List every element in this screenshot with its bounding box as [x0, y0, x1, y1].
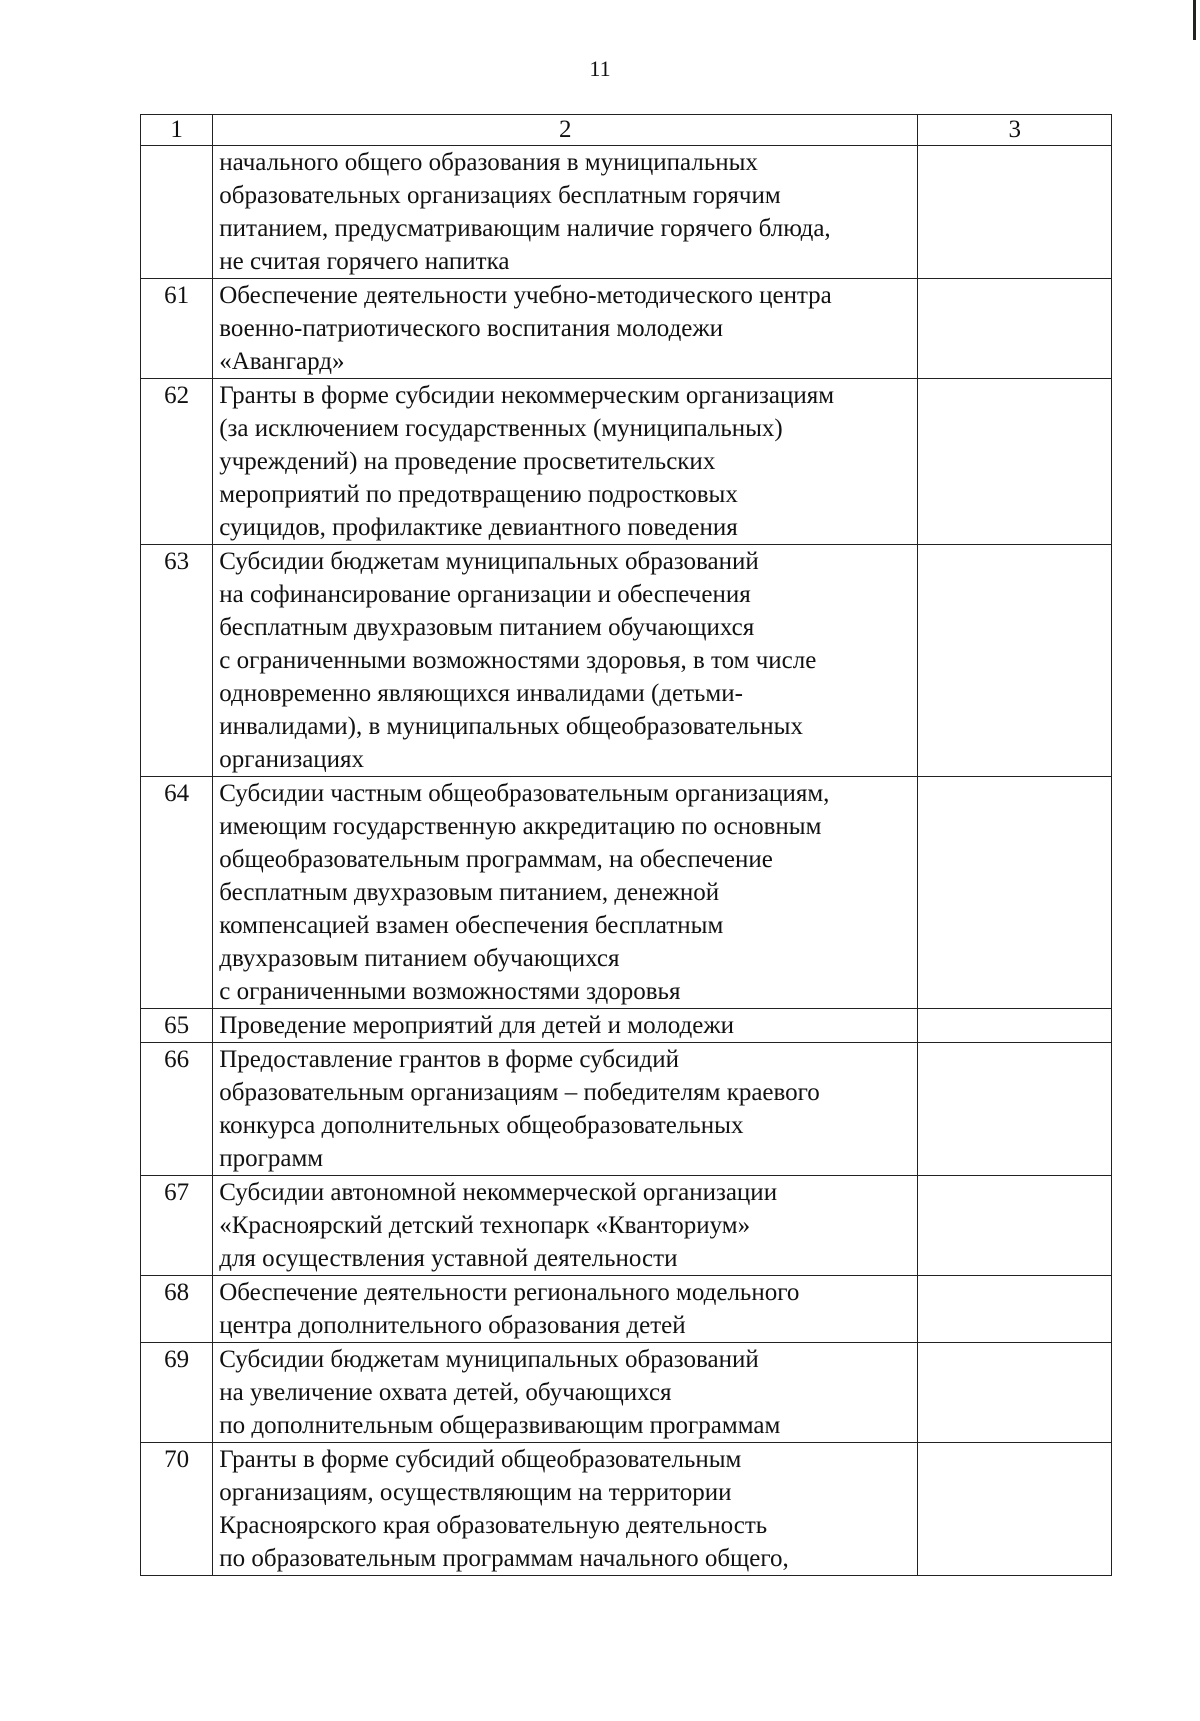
row-number: 61: [141, 279, 213, 379]
row-number: 62: [141, 379, 213, 545]
row-value: [918, 1276, 1112, 1343]
table-header-row: [141, 115, 1112, 146]
row-description: Гранты в форме субсидий общеобразовательным организациям, осуществляющим на территории Красноярского края образовательную деятельность по образовательным программам начального общего,: [213, 1443, 918, 1576]
row-value: [918, 1176, 1112, 1276]
row-value: [918, 1043, 1112, 1176]
row-value: [918, 379, 1112, 545]
row-value: [918, 279, 1112, 379]
row-description: Субсидии автономной некоммерческой организации «Красноярский детский технопарк «Кванториум» для осуществления уставной деятельности: [213, 1176, 918, 1276]
row-description: Проведение мероприятий для детей и молодежи: [213, 1009, 918, 1043]
table-row: [141, 379, 1112, 545]
row-description: Предоставление грантов в форме субсидий образовательным организациям – победителям краевого конкурса дополнительных общеобразовательных программ: [213, 1043, 918, 1176]
table-row: [141, 1043, 1112, 1176]
row-number: [141, 146, 213, 279]
row-description: Субсидии частным общеобразовательным организациям, имеющим государственную аккредитацию по основным общеобразовательным программам, на обеспечение бесплатным двухразовым питанием, денежной компенсацией взамен обеспечения бесплатным двухразовым питанием обучающихся с ограниченными возможностями здоровья: [213, 777, 918, 1009]
header-col-1: 1: [141, 115, 213, 146]
table-row: [141, 545, 1112, 777]
row-description: Субсидии бюджетам муниципальных образований на софинансирование организации и обеспечения бесплатным двухразовым питанием обучающихся с ограниченными возможностями здоровья, в том числе одновременно являющихся инвалидами (детьми- инвалидами), в муниципальных общеобразовательных организациях: [213, 545, 918, 777]
row-number: 63: [141, 545, 213, 777]
row-description: Обеспечение деятельности регионального модельного центра дополнительного образования детей: [213, 1276, 918, 1343]
row-number: 70: [141, 1443, 213, 1576]
page-number: 11: [589, 56, 611, 81]
table-row: [141, 146, 1112, 279]
row-number: 67: [141, 1176, 213, 1276]
table-row: [141, 1343, 1112, 1443]
table-row: [141, 1443, 1112, 1576]
table-row: [141, 1009, 1112, 1043]
row-description: Субсидии бюджетам муниципальных образований на увеличение охвата детей, обучающихся по дополнительным общеразвивающим программам: [213, 1343, 918, 1443]
budget-items-table: [140, 114, 1112, 1576]
table-row: [141, 777, 1112, 1009]
row-value: [918, 1343, 1112, 1443]
row-number: 65: [141, 1009, 213, 1043]
row-value: [918, 545, 1112, 777]
row-value: [918, 777, 1112, 1009]
row-number: 66: [141, 1043, 213, 1176]
table-row: [141, 279, 1112, 379]
row-number: 68: [141, 1276, 213, 1343]
row-description: Обеспечение деятельности учебно-методического центра военно-патриотического воспитания молодежи «Авангард»: [213, 279, 918, 379]
row-description: начального общего образования в муниципальных образовательных организациях бесплатным горячим питанием, предусматривающим наличие горячего блюда, не считая горячего напитка: [213, 146, 918, 279]
row-value: [918, 1009, 1112, 1043]
table-row: [141, 1176, 1112, 1276]
header-col-2: 2: [213, 115, 918, 146]
table-row: [141, 1276, 1112, 1343]
row-number: 69: [141, 1343, 213, 1443]
row-value: [918, 1443, 1112, 1576]
row-value: [918, 146, 1112, 279]
header-col-3: 3: [918, 115, 1112, 146]
scan-edge-mark: [1193, 0, 1196, 40]
row-description: Гранты в форме субсидии некоммерческим организациям (за исключением государственных (муниципальных) учреждений) на проведение просветительских мероприятий по предотвращению подростковых суицидов, профилактике девиантного поведения: [213, 379, 918, 545]
row-number: 64: [141, 777, 213, 1009]
